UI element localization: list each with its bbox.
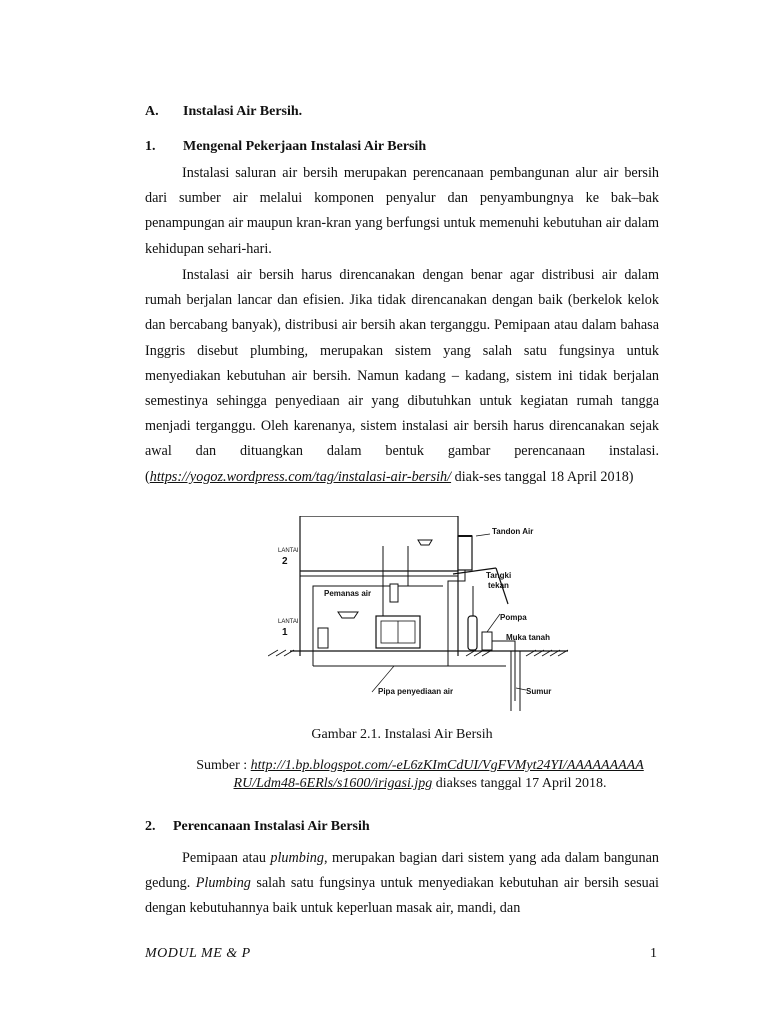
subsection-1-heading — [145, 139, 426, 155]
label-muka-tanah: Muka tanah — [506, 633, 551, 642]
reference-link[interactable]: https://yogoz.wordpress.com/tag/instalasi-air-bersih/ — [149, 468, 452, 485]
paragraph-1: Instalasi saluran air bersih merupakan perencanaan pembangunan alur air bersih dari sumber air melalui komponen penyalur dan penyambungnya ke bak–bak penampungan air maupun kran-kran yang berfungsi untuk memenuhi kebutuhan air dalam kehidupan sehari-hari. — [145, 165, 659, 257]
label-pipa-penyediaan-air: Pipa penyediaan air — [378, 687, 454, 696]
water-installation-diagram — [268, 516, 574, 716]
figure-source: Sumber : http://1.bp.blogspot.com/-eL6zKImCdUI/VgFVMyt24YI/AAAAAAAAARU/Ldm48-6ERls/s1600/irigasi.jpg diakses tanggal 17 April 2018. — [196, 758, 644, 791]
section-title: Instalasi Air Bersih. — [183, 104, 303, 119]
label-lantai-1: LANTAI — [278, 619, 299, 625]
label-lantai-1-number: 1 — [282, 627, 288, 638]
source-link[interactable]: http://1.bp.blogspot.com/-eL6zKImCdUI/VgFVMyt24YI/AAAAAAAAARU/Ldm48-6ERls/s1600/irigasi.jpg — [233, 758, 644, 791]
paragraph-3: Pemipaan atau plumbing, merupakan bagian dari sistem yang ada dalam bangunan gedung. Plumbing salah satu fungsinya untuk menyediakan kebutuhan air bersih sesuai dengan kebutuhannya baik untuk keperluan masak air, mandi, dan — [145, 850, 660, 917]
label-lantai-2-number: 2 — [282, 556, 288, 567]
section-heading — [145, 104, 302, 120]
figure-caption: Gambar 2.1. Instalasi Air Bersih — [311, 727, 493, 742]
subsection-2-title: Perencanaan Instalasi Air Bersih — [173, 819, 370, 834]
label-pemanas-air: Pemanas air — [324, 589, 372, 598]
label-tangki: Tangki — [486, 571, 512, 580]
subsection-1-title: Mengenal Pekerjaan Instalasi Air Bersih — [183, 139, 427, 154]
subsection-2-number: 2. — [145, 819, 156, 834]
paragraph-2: Instalasi air bersih harus direncanakan dengan benar agar distribusi air dalam rumah berjalan lancar dan efisien. Jika tidak direncanakan dengan baik (berkelok kelok dan bercabang banyak), distribusi air bersih akan terganggu. Pemipaan atau dalam bahasa Inggris disebut plumbing, merupakan sistem yang salah satu fungsinya untuk menyediakan kebutuhan air bersih. Namun kadang – kadang, sistem ini tidak berjalan semestinya sehingga penyediaan air yang dibutuhkan untuk kegiatan rumah tangga menjadi terganggu. Oleh karenanya, sistem instalasi air bersih harus direncanakan sejak awal dan dituangkan dalam bentuk gambar perencanaan instalasi. (https://yogoz.wordpress.com/tag/instalasi-air-bersih/ diak-ses tanggal 18 April 2018) — [145, 267, 659, 485]
label-tandon-air: Tandon Air — [492, 527, 534, 536]
section-letter: A. — [145, 104, 159, 119]
subsection-1-number: 1. — [145, 139, 156, 154]
page-number: 1 — [650, 946, 657, 961]
label-lantai-2: LANTAI — [278, 548, 299, 554]
label-pompa: Pompa — [500, 613, 527, 622]
label-tekan: tekan — [488, 581, 509, 590]
footer-module-name: MODUL ME & P — [145, 946, 251, 961]
label-sumur: Sumur — [526, 687, 552, 696]
subsection-2-heading — [145, 819, 370, 835]
